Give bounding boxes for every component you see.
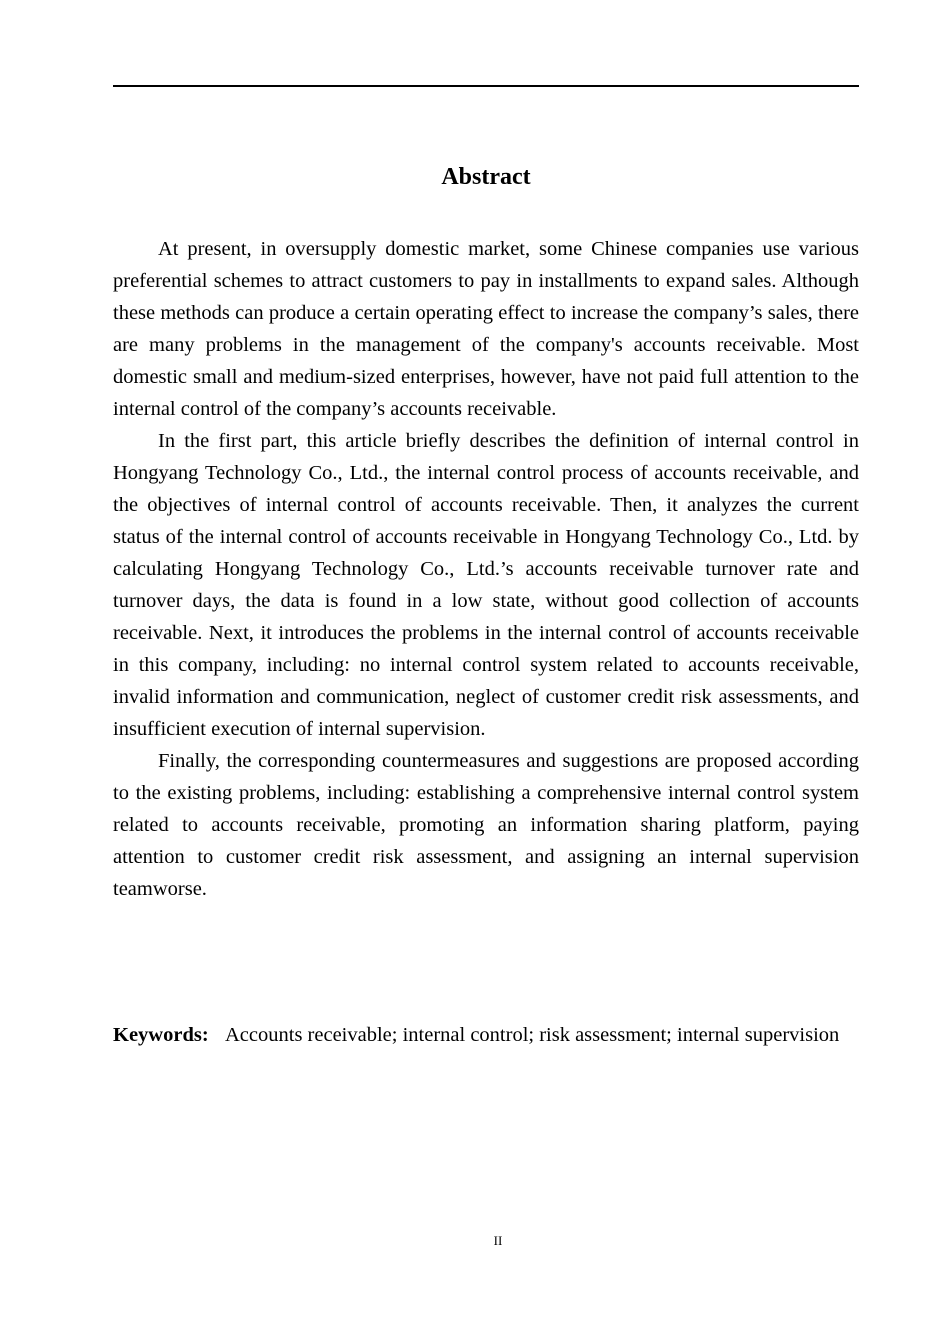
abstract-paragraph-3: Finally, the corresponding countermeasures and suggestions are proposed according to the existing problems, including: establishing a comprehensive internal control system related to accounts receivable, promoting an information sharing platform, paying attention to customer credit risk assessment, and assigning an internal supervision teamworse.: [113, 750, 859, 900]
page-title: Abstract: [441, 164, 531, 190]
header-rule: [113, 85, 859, 87]
keywords-label: Keywords:: [113, 1024, 209, 1046]
abstract-body: [113, 233, 859, 905]
keywords-text: Accounts receivable; internal control; risk assessment; internal supervision: [225, 1024, 840, 1046]
abstract-paragraph-1: At present, in oversupply domestic market, some Chinese companies use various preferential schemes to attract customers to pay in installments to expand sales. Although these methods can produce a certain operating effect to increase the company’s sales, there are many problems in the management of the company's accounts receivable. Most domestic small and medium-sized enterprises, however, have not paid full attention to the internal control of the company’s accounts receivable.: [113, 238, 859, 420]
page-number: II: [493, 1233, 503, 1248]
keywords-block: [113, 1019, 859, 1051]
abstract-paragraph-2: In the first part, this article briefly describes the definition of internal control in Hongyang Technology Co., Ltd., the internal control process of accounts receivable, and the objectives of internal control of accounts receivable. Then, it analyzes the current status of the internal control of accounts receivable in Hongyang Technology Co., Ltd. by calculating Hongyang Technology Co., Ltd.’s accounts receivable turnover rate and turnover days, the data is found in a low state, without good collection of accounts receivable. Next, it introduces the problems in the internal control of accounts receivable in this company, including: no internal control system related to accounts receivable, invalid information and communication, neglect of customer credit risk assessments, and insufficient execution of internal supervision.: [113, 430, 859, 740]
